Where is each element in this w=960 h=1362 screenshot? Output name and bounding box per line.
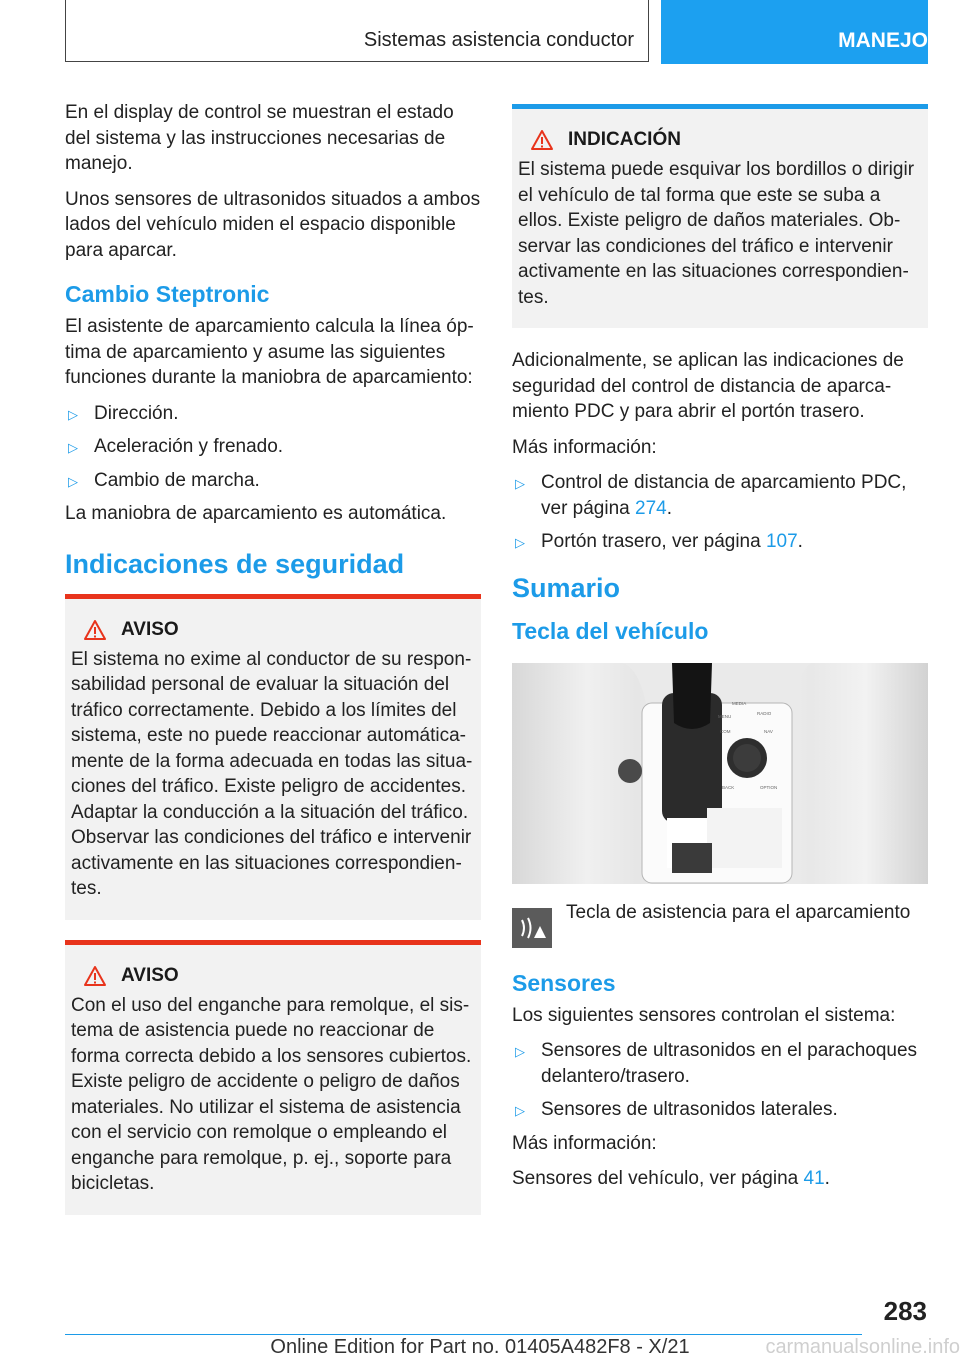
footer-divider bbox=[65, 1334, 862, 1335]
intro-paragraph-2: Unos sensores de ultrasonidos situados a ambos lados del vehículo miden el espacio disponible para aparcar. bbox=[65, 188, 481, 261]
watermark: carmanualsonline.info bbox=[765, 1336, 960, 1358]
edition-footer: Online Edition for Part no. 01405A482F8 - X/21 bbox=[270, 1336, 690, 1358]
com-label: COM bbox=[720, 728, 731, 734]
list-item: ▷ Control de distancia de aparcamiento PDC, ver página 274. bbox=[515, 472, 907, 519]
sensores-list bbox=[512, 1038, 928, 1123]
list-item: ▷ Dirección. bbox=[65, 401, 481, 427]
warning-title: AVISO bbox=[121, 618, 179, 640]
back-label: BACK bbox=[722, 784, 735, 790]
notice-text: El sistema puede esquivar los bordillos o dirigir el vehículo de tal forma que este se suba a ellos. Existe peligro de daños materiales. Observar las condiciones del tráfico e intervenir activamente en las situaciones correspondientes. bbox=[518, 159, 915, 308]
option-label: OPTION bbox=[760, 784, 778, 790]
safety-heading: Indicaciones de seguridad bbox=[65, 548, 405, 579]
bullet-triangle-icon: ▷ bbox=[68, 406, 78, 422]
list-item: ▷ Aceleración y frenado. bbox=[65, 434, 481, 460]
page-link-274[interactable]: 274 bbox=[635, 497, 667, 519]
nav-label: NAV bbox=[764, 728, 773, 734]
warning-title: AVISO bbox=[121, 964, 179, 986]
list-item: ▷ Portón trasero, ver página 107. bbox=[512, 529, 928, 555]
more-info-label: Más información: bbox=[512, 436, 657, 458]
warning-triangle-icon bbox=[83, 965, 107, 987]
chapter-tab bbox=[661, 0, 928, 64]
list-item: ▷ Sensores de ultrasonidos laterales. bbox=[512, 1097, 928, 1123]
intro-paragraph-1: En el display de control se muestran el estado del sistema y las instrucciones necesarias de manejo. bbox=[65, 102, 454, 174]
media-label: MEDIA bbox=[732, 700, 747, 706]
more-info-label-2: Más información: bbox=[512, 1132, 657, 1154]
sensores-heading: Sensores bbox=[512, 969, 616, 996]
bullet-triangle-icon: ▷ bbox=[515, 476, 525, 491]
warning-box bbox=[65, 940, 481, 1215]
steptronic-heading: Cambio Steptronic bbox=[65, 281, 270, 307]
menu-label: MENU bbox=[718, 713, 732, 719]
warning-box bbox=[65, 594, 481, 920]
right-column bbox=[512, 100, 928, 1202]
page-link-41[interactable]: 41 bbox=[803, 1168, 825, 1189]
warning-text: Con el uso del enganche para remolque, el sistema de asistencia puede no reaccionar de forma correcta debido a los sensores cubiertos. Existe peligro de accidente o peligro de daños materiales. No utilizar el sistema de asistencia con el servicio con remolque o empleando el enganche para remolque, p. ej., soporte para bicicletas. bbox=[71, 994, 472, 1194]
bullet-triangle-icon: ▷ bbox=[515, 1044, 525, 1059]
bullet-triangle-icon: ▷ bbox=[68, 473, 78, 489]
figure-caption bbox=[512, 900, 928, 948]
steptronic-paragraph: El asistente de aparcamiento calcula la línea óptima de aparcamiento y asume las siguientes funciones durante la maniobra de aparcamiento: bbox=[65, 316, 474, 388]
sensor-reference: Sensores del vehículo, ver página 41. bbox=[512, 1168, 830, 1189]
warning-text: El sistema no exime al conductor de su responsabilidad personal de evaluar la situación del tráfico correctamente. Debido a los límites del sistema, este no puede reaccionar automáticamente de la forma adecuada en todas las situaciones del tráfico. Existe peligro de accidentes. Adaptar la conducción a la situación del tráfico. Observar las condiciones del tráfico e intervenir activamente en las situaciones correspondientes. bbox=[71, 648, 473, 899]
tecla-heading: Tecla del vehículo bbox=[512, 617, 709, 644]
page-link-107[interactable]: 107 bbox=[765, 531, 798, 552]
chapter-tab-label: MANEJO bbox=[838, 29, 928, 52]
page-number: 283 bbox=[883, 1296, 927, 1326]
warning-triangle-icon bbox=[83, 619, 107, 641]
left-column bbox=[65, 100, 481, 1235]
radio-label: RADIO bbox=[757, 710, 772, 716]
page-header bbox=[65, 0, 928, 64]
parking-assist-icon bbox=[512, 908, 552, 948]
console-illustration bbox=[512, 663, 928, 884]
reference-list bbox=[512, 470, 928, 555]
steptronic-list bbox=[65, 401, 481, 494]
bullet-triangle-icon: ▷ bbox=[515, 535, 525, 550]
sensores-paragraph: Los siguientes sensores controlan el sistema: bbox=[512, 1004, 896, 1026]
section-title: Sistemas asistencia conductor bbox=[65, 0, 649, 62]
additional-paragraph: Adicionalmente, se aplican las indicaciones de seguridad del control de distancia de aparcamiento PDC y para abrir el portón trasero. bbox=[512, 350, 904, 422]
bullet-triangle-icon: ▷ bbox=[515, 1103, 525, 1118]
notice-title: INDICACIÓN bbox=[568, 129, 681, 150]
bullet-triangle-icon: ▷ bbox=[68, 440, 78, 455]
notice-triangle-icon bbox=[530, 129, 554, 151]
sumario-heading: Sumario bbox=[512, 572, 621, 603]
steptronic-after: La maniobra de aparcamiento es automática. bbox=[65, 503, 447, 524]
list-item: ▷ Sensores de ultrasonidos en el parachoques delantero/trasero. bbox=[515, 1040, 918, 1087]
caption-text: Tecla de asistencia para el aparcamiento bbox=[566, 901, 911, 923]
list-item: ▷ Cambio de marcha. bbox=[65, 468, 481, 494]
notice-box bbox=[512, 104, 928, 328]
center-console-photo bbox=[512, 663, 928, 884]
